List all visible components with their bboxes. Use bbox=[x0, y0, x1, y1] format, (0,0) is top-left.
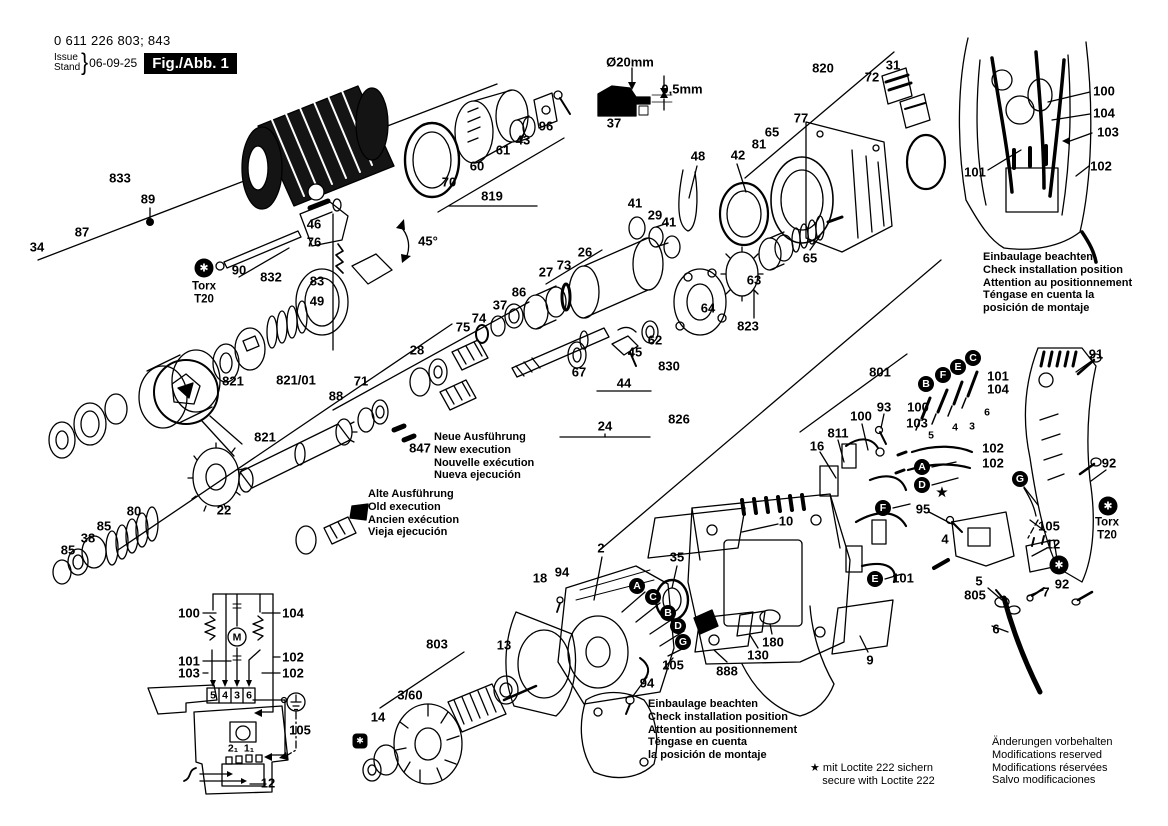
part-label: 103 bbox=[178, 665, 200, 681]
part-label: 5 bbox=[928, 429, 934, 442]
part-label: Ø20mm bbox=[606, 54, 654, 70]
part-label: 95 bbox=[915, 501, 931, 517]
part-label: 101 bbox=[892, 570, 914, 586]
note-line: secure with Loctite 222 bbox=[810, 774, 935, 787]
note-line: Check installation position bbox=[648, 710, 788, 723]
part-label: 65 bbox=[802, 250, 818, 266]
part-label: 91 bbox=[1088, 346, 1104, 362]
note-line: Old execution bbox=[368, 500, 441, 513]
part-label: 29 bbox=[647, 207, 663, 223]
part-label: 833 bbox=[109, 170, 131, 186]
note-line: Vieja ejecución bbox=[368, 526, 448, 539]
part-label: 16 bbox=[809, 438, 825, 454]
part-label: 77 bbox=[793, 110, 809, 126]
part-label: 821 bbox=[222, 373, 244, 389]
part-label: M bbox=[232, 631, 242, 644]
part-label: 101 bbox=[178, 653, 200, 669]
part-label: 104 bbox=[282, 605, 304, 621]
part-label: 64 bbox=[700, 300, 716, 316]
part-label: 38 bbox=[80, 530, 96, 546]
part-label: 105 bbox=[1038, 518, 1060, 534]
part-label: 101 bbox=[987, 368, 1009, 384]
part-label: 85 bbox=[60, 542, 76, 558]
part-label: 76 bbox=[306, 234, 322, 250]
note-line: la posición de montaje bbox=[648, 749, 767, 762]
part-label: 46 bbox=[306, 216, 322, 232]
part-label: 88 bbox=[328, 388, 344, 404]
part-label: 31 bbox=[885, 57, 901, 73]
part-label: 10 bbox=[778, 513, 794, 529]
part-label: 74 bbox=[471, 310, 487, 326]
part-label: 80 bbox=[126, 503, 142, 519]
part-label: 86 bbox=[511, 284, 527, 300]
part-label: 805 bbox=[964, 587, 986, 603]
part-label: Torx bbox=[191, 280, 217, 293]
part-label: 94 bbox=[639, 675, 655, 691]
part-label: 37 bbox=[492, 297, 508, 313]
part-label: 83 bbox=[309, 273, 325, 289]
note-line: Einbaulage beachten bbox=[648, 698, 759, 710]
part-label: 9 bbox=[866, 652, 874, 668]
note-line: New execution bbox=[434, 443, 512, 456]
note-line: Attention au positionnement bbox=[983, 276, 1133, 289]
part-label: 101 bbox=[964, 164, 986, 180]
circled-letter-g: G bbox=[675, 634, 691, 650]
circled-letter-d: D bbox=[670, 618, 686, 634]
note-line: Neue Ausführung bbox=[434, 431, 526, 443]
part-label: 820 bbox=[812, 60, 834, 76]
part-label: 18 bbox=[532, 570, 548, 586]
part-label: 67 bbox=[571, 364, 587, 380]
part-label: 62 bbox=[647, 332, 663, 348]
part-label: 60 bbox=[469, 158, 485, 174]
part-label: 12 bbox=[1045, 536, 1061, 552]
note-install-position-bottom bbox=[648, 698, 797, 762]
part-label: T20 bbox=[194, 293, 214, 306]
part-label: 2₁ bbox=[227, 742, 239, 755]
note-line: Téngase en cuenta la bbox=[983, 289, 1095, 302]
part-label: 12 bbox=[260, 775, 276, 791]
part-label: 49 bbox=[309, 293, 325, 309]
document-number: 0 611 226 803; 843 bbox=[54, 33, 171, 48]
part-label: 96 bbox=[538, 118, 554, 134]
circled-letter-a: A bbox=[914, 459, 930, 475]
part-label: 24 bbox=[597, 418, 613, 434]
part-label: 85 bbox=[96, 518, 112, 534]
circled-letter-b: B bbox=[660, 605, 676, 621]
part-label: 104 bbox=[1093, 105, 1115, 121]
part-label: 5 bbox=[975, 573, 983, 589]
part-label: 801 bbox=[869, 364, 891, 380]
part-label: 102 bbox=[282, 665, 304, 681]
part-label: 22 bbox=[216, 502, 232, 518]
part-label: 41 bbox=[661, 214, 677, 230]
part-label: 72 bbox=[864, 69, 880, 85]
note-line: Nueva ejecución bbox=[434, 469, 521, 482]
note-line: Änderungen vorbehalten bbox=[992, 736, 1113, 748]
note-line: posición de montaje bbox=[983, 302, 1090, 315]
part-label: 14 bbox=[370, 709, 386, 725]
note-old-execution bbox=[368, 488, 459, 539]
brace-glyph: } bbox=[81, 49, 89, 76]
part-label: 61 bbox=[495, 142, 511, 158]
note-line: Einbaulage beachten bbox=[983, 251, 1094, 263]
part-label: 81 bbox=[751, 136, 767, 152]
circled-letter-d: D bbox=[914, 477, 930, 493]
part-label: 27 bbox=[538, 264, 554, 280]
part-label: 832 bbox=[260, 269, 282, 285]
part-label: 92 bbox=[1054, 576, 1070, 592]
part-label: 70 bbox=[441, 174, 457, 190]
part-label: 180 bbox=[762, 634, 784, 650]
circled-letter-a: A bbox=[629, 578, 645, 594]
part-label: 103 bbox=[1097, 124, 1119, 140]
part-label: 5 bbox=[210, 689, 216, 702]
part-label: 811 bbox=[827, 425, 849, 441]
circled-letter-e: E bbox=[950, 359, 966, 375]
issue-label: Issue bbox=[54, 52, 78, 63]
issue-date: 06-09-25 bbox=[89, 56, 138, 70]
note-modifications bbox=[992, 736, 1112, 787]
part-label: 130 bbox=[747, 647, 769, 663]
part-label: 803 bbox=[426, 636, 448, 652]
part-label: 63 bbox=[746, 272, 762, 288]
part-label: 847 bbox=[409, 440, 431, 456]
part-label: 821/01 bbox=[276, 372, 316, 388]
part-label: 43 bbox=[515, 132, 531, 148]
note-line: Modifications reserved bbox=[992, 748, 1103, 761]
part-label: 87 bbox=[74, 224, 90, 240]
part-label: 26 bbox=[577, 244, 593, 260]
part-label: 105 bbox=[289, 722, 311, 738]
part-label: 45 bbox=[627, 344, 643, 360]
figure-badge: Fig./Abb. 1 bbox=[144, 53, 237, 74]
part-label: 75 bbox=[455, 319, 471, 335]
part-label: 93 bbox=[876, 399, 892, 415]
note-line: Attention au positionnement bbox=[648, 723, 798, 736]
part-label: 73 bbox=[556, 257, 572, 273]
part-label: 89 bbox=[140, 191, 156, 207]
circled-letter-b: B bbox=[918, 376, 934, 392]
part-label: 826 bbox=[668, 411, 690, 427]
part-label: 888 bbox=[716, 663, 738, 679]
part-label: 102 bbox=[1090, 158, 1112, 174]
part-label: 104 bbox=[987, 381, 1009, 397]
part-label: 100 bbox=[178, 605, 200, 621]
part-label: 6 bbox=[246, 689, 252, 702]
part-label: 35 bbox=[669, 549, 685, 565]
part-label: 823 bbox=[737, 318, 759, 334]
part-label: 105 bbox=[662, 657, 684, 673]
part-label: Torx bbox=[1094, 516, 1120, 529]
note-line: Modifications réservées bbox=[992, 761, 1108, 774]
part-label: 71 bbox=[353, 373, 369, 389]
part-label: 13 bbox=[496, 637, 512, 653]
note-install-position-right bbox=[983, 251, 1132, 315]
stand-label: Stand bbox=[54, 62, 81, 73]
part-label: 4 bbox=[222, 689, 228, 702]
circled-letter-g: G bbox=[1012, 471, 1028, 487]
part-label: 1₁ bbox=[243, 742, 255, 755]
part-label: 4 bbox=[941, 531, 949, 547]
part-label: 3/60 bbox=[397, 687, 423, 703]
part-label: 102 bbox=[982, 455, 1004, 471]
note-new-execution bbox=[434, 431, 534, 482]
part-label: 45° bbox=[418, 233, 438, 249]
note-line: Salvo modificaciones bbox=[992, 774, 1096, 787]
part-label: 3 bbox=[969, 420, 975, 433]
part-label: 102 bbox=[982, 440, 1004, 456]
part-label: 92 bbox=[1101, 455, 1117, 471]
part-label: 7 bbox=[1042, 584, 1050, 600]
part-label: 2 bbox=[597, 540, 605, 556]
part-label: 100 bbox=[1093, 83, 1115, 99]
note-loctite bbox=[810, 762, 935, 788]
torx-bit-icon: ✱ bbox=[195, 259, 214, 278]
part-label: 102 bbox=[282, 649, 304, 665]
note-line: Check installation position bbox=[983, 263, 1123, 276]
circled-letter-c: C bbox=[645, 589, 661, 605]
part-label: 3 bbox=[234, 689, 240, 702]
part-label: 100 bbox=[850, 408, 872, 424]
note-line: Nouvelle exécution bbox=[434, 456, 535, 469]
part-label: 821 bbox=[254, 429, 276, 445]
part-label: 0,5mm bbox=[661, 81, 703, 97]
part-label: ★ bbox=[936, 484, 948, 500]
part-label: 37 bbox=[606, 115, 622, 131]
part-label: 6 bbox=[984, 406, 990, 419]
part-label: 100 bbox=[907, 399, 929, 415]
part-label: 44 bbox=[616, 375, 632, 391]
part-label: 34 bbox=[29, 239, 45, 255]
circled-letter-e: E bbox=[867, 571, 883, 587]
circled-letter-f: F bbox=[875, 500, 891, 516]
note-line: ★ mit Loctite 222 sichern bbox=[810, 762, 933, 774]
part-label: 42 bbox=[730, 147, 746, 163]
part-label: 4 bbox=[952, 421, 958, 434]
circled-letter-c: C bbox=[965, 350, 981, 366]
part-label: 41 bbox=[627, 195, 643, 211]
note-line: Téngase en cuenta bbox=[648, 736, 748, 749]
torx-bit-icon: ✱ bbox=[1050, 556, 1069, 575]
part-label: 65 bbox=[764, 124, 780, 140]
circled-letter-f: F bbox=[935, 367, 951, 383]
part-label: 819 bbox=[481, 188, 503, 204]
note-line: Ancien exécution bbox=[368, 513, 460, 526]
part-label: 830 bbox=[658, 358, 680, 374]
part-label: 94 bbox=[554, 564, 570, 580]
torx-bit-icon: ✱ bbox=[353, 734, 368, 749]
part-label: 28 bbox=[409, 342, 425, 358]
note-line: Alte Ausführung bbox=[368, 488, 454, 500]
part-label: 90 bbox=[231, 262, 247, 278]
part-label: T20 bbox=[1097, 529, 1117, 542]
part-label: 103 bbox=[906, 415, 928, 431]
part-label: 6 bbox=[992, 621, 1000, 637]
torx-bit-icon: ✱ bbox=[1099, 497, 1118, 516]
part-label: 48 bbox=[690, 148, 706, 164]
